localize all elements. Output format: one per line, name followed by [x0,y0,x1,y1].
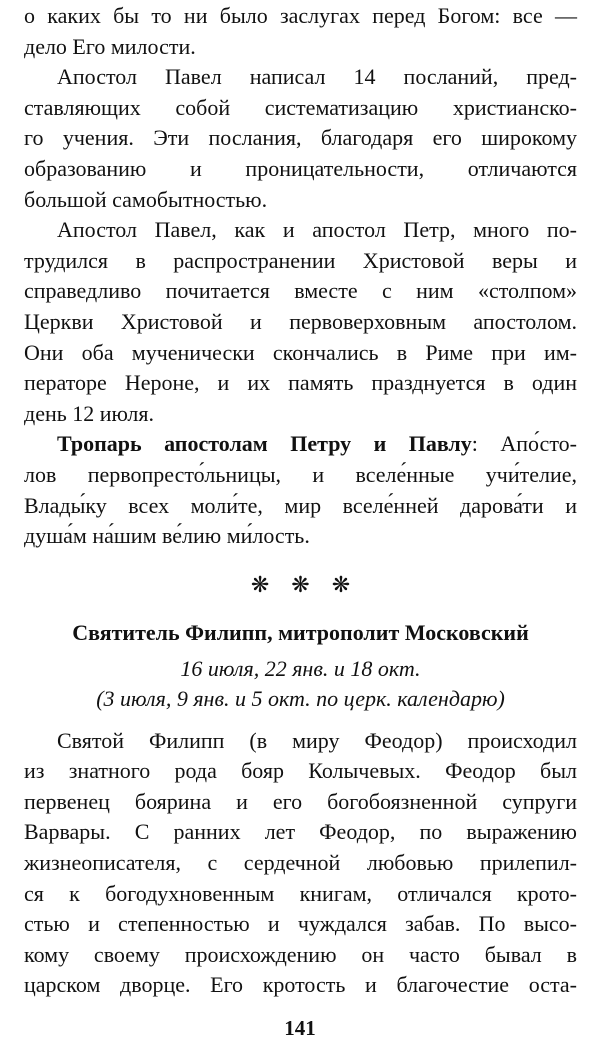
text-line: Апостол Павел, как и апостол Петр, много по- [57,217,577,243]
text-line: стью и степенностью и чуждался забав. По высо- [24,911,577,937]
page-number: 141 [284,1016,316,1040]
feast-dates: 16 июля, 22 янв. и 18 окт. [180,655,421,681]
text-line: кому своему происхождению он часто бывал в [24,941,577,967]
text-line: го учения. Эти послания, благодаря его широкому [24,125,577,151]
text-line: Они оба мученически скончались в Риме при им- [24,339,577,365]
page-body [24,0,577,1001]
troparion-text-start: : Апо́сто- [471,431,577,457]
text-line: душа́м на́шим ве́лию ми́лость. [24,523,310,549]
paragraph-2 [24,62,577,215]
text-line: ператоре Нероне, и их память празднуется в один [24,370,577,396]
text-line: Варвары. С ранних лет Феодор, по выражению [24,819,577,845]
text-line: жизнеописателя, с сердечной любовью прилепил- [24,850,577,876]
paragraph-4 [24,726,577,1001]
paragraph-1 [24,1,577,62]
text-line: большой самобытностью. [24,186,268,212]
text-line: лов первопресто́льницы, и вселе́нные учи́телие, [24,461,577,487]
text-line: трудился в распространении Христовой веры и [24,247,577,273]
text-line: ся к богодухновенным книгам, отличался крото- [24,880,577,906]
section-divider-ornament: ❋❋❋ [250,571,373,597]
text-line [24,429,577,460]
text-line: из знатного рода бояр Колычевых. Феодор был [24,758,577,784]
text-line: образованию и проницательности, отличаются [24,155,577,181]
text-line: царском дворце. Его кротость и благочестие оста- [24,972,577,998]
text-line: Церкви Христовой и первоверховным апостолом. [24,308,577,334]
text-line: Апостол Павел написал 14 посланий, пред- [57,64,577,90]
text-line: день 12 июля. [24,400,155,426]
text-line: Влады́ку всех моли́те, мир вселе́нней дарова́ти и [24,492,577,518]
text-line: справедливо почитается вместе с ним «столпом» [24,278,577,304]
text-line: Святой Филипп (в миру Феодор) происходил [57,727,577,753]
feast-dates-church-calendar: (3 июля, 9 янв. и 5 окт. по церк. календарю) [96,685,505,711]
section-heading: Святитель Филипп, митрополит Московский [72,619,529,645]
text-line: первенец боярина и его богобоязненной супруги [24,788,577,814]
troparion [24,429,577,551]
troparion-title: Тропарь апостолам Петру и Павлу [57,431,472,457]
text-line: о каких бы то ни было заслугах перед Богом: все — [24,3,577,28]
text-line: ставляющих собой систематизацию христианско- [24,94,577,120]
text-line: дело Его милости. [24,33,196,59]
paragraph-3 [24,215,577,429]
